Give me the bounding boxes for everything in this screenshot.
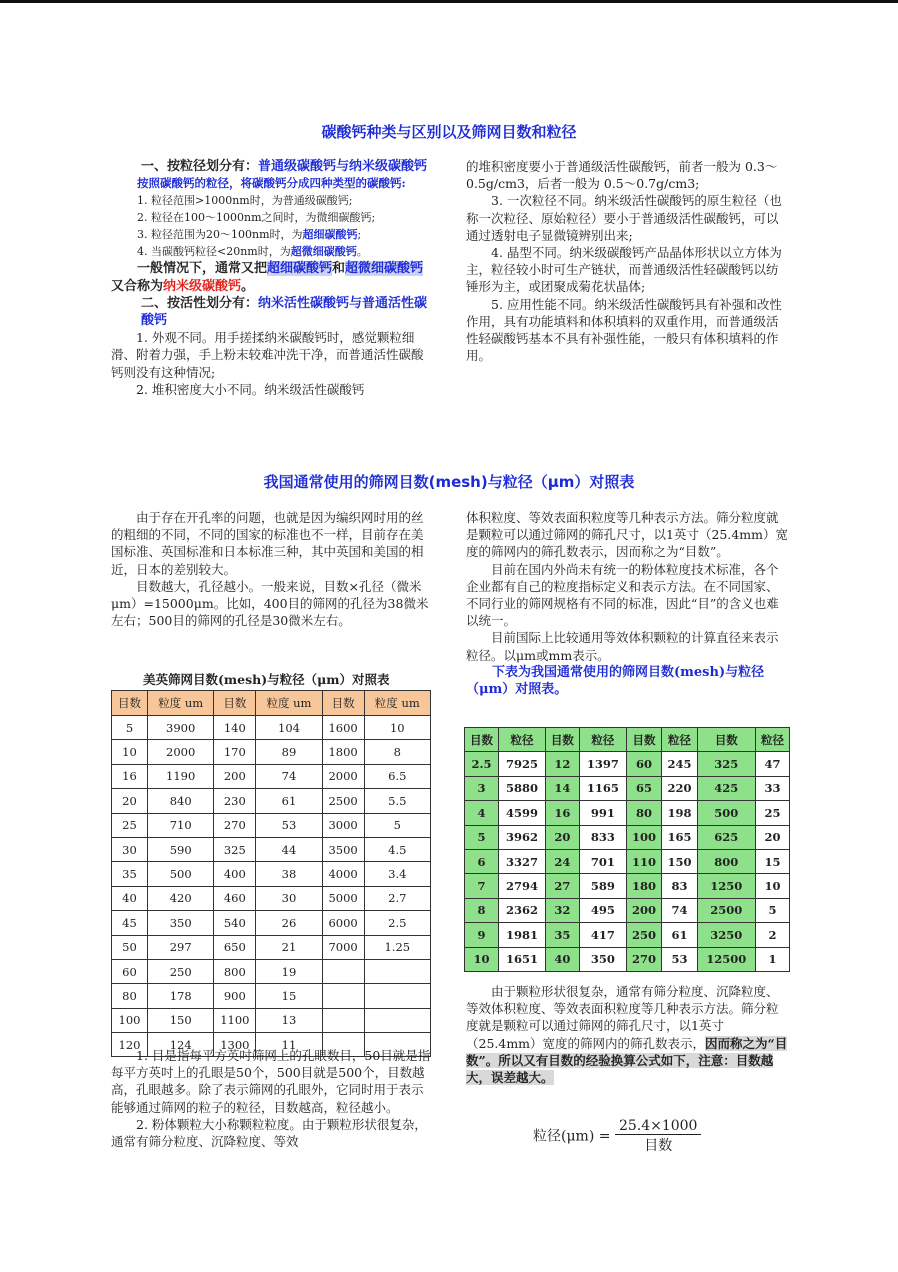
table-cell: 7925 [499, 752, 546, 776]
table-cell: 89 [256, 740, 322, 764]
table-cell: 800 [697, 849, 755, 873]
table-cell: 178 [147, 984, 213, 1008]
table-cell: 350 [147, 911, 213, 935]
table-cell: 460 [214, 886, 256, 910]
table-row [112, 886, 431, 910]
page-title: 碳酸钙种类与区别以及筛网目数和粒径 [321, 123, 577, 141]
table-cell: 5880 [499, 776, 546, 800]
table-cell: 1.25 [364, 935, 430, 959]
table-cell: 104 [256, 716, 322, 740]
table-cell: 30 [256, 886, 322, 910]
table-cell: 10 [364, 716, 430, 740]
table-cell [364, 959, 430, 983]
international-practice: 目前国际上比较通用等效体积颗粒的计算直径来表示粒径。以μm或mm表示。 [466, 630, 779, 663]
table-cell: 325 [697, 752, 755, 776]
table-cell: 417 [579, 923, 626, 947]
density-continued: 的堆积密度要小于普通级活性碳酸钙，前者一般为 0.3～0.5g/cm3，后者一般为 0.5～0.7g/cm3; [466, 159, 778, 192]
table-cell: 6 [465, 849, 499, 873]
table-cell: 625 [697, 825, 755, 849]
table-cell: 80 [626, 801, 661, 825]
table-cell: 140 [214, 716, 256, 740]
formula-left: 粒径(μm) = [533, 1128, 611, 1145]
table-cell: 420 [147, 886, 213, 910]
table-row [112, 959, 431, 983]
table1-header-cell: 目数 [214, 691, 256, 716]
table-cell: 350 [579, 947, 626, 971]
table-cell: 1600 [322, 716, 364, 740]
table-cell [364, 1008, 430, 1032]
table-row [465, 898, 790, 922]
table-cell: 4.5 [364, 837, 430, 861]
table-cell: 9 [465, 923, 499, 947]
general-note: 一般情况下，通常又把超细碳酸钙和超微细碳酸钙又合称为纳米级碳酸钙。 [111, 261, 424, 294]
table-cell: 7000 [322, 935, 364, 959]
size-item-4: 4. 当碳酸钙粒径<20nm时，为超微细碳酸钙。 [137, 245, 368, 259]
table-cell: 53 [256, 813, 322, 837]
table-cell: 495 [579, 898, 626, 922]
table-cell: 3.4 [364, 862, 430, 886]
table-row [465, 825, 790, 849]
table-cell: 2794 [499, 874, 546, 898]
table-row [112, 1008, 431, 1032]
table-cell: 710 [147, 813, 213, 837]
table-row [112, 862, 431, 886]
table-cell: 110 [626, 849, 661, 873]
table-cell: 220 [662, 776, 697, 800]
formula-numerator: 25.4×1000 [615, 1118, 702, 1135]
table-cell: 500 [147, 862, 213, 886]
table1-header-cell: 目数 [322, 691, 364, 716]
table-cell: 2500 [322, 789, 364, 813]
table-cell: 100 [626, 825, 661, 849]
table-cell: 45 [112, 911, 148, 935]
table-cell: 53 [662, 947, 697, 971]
table-cell: 4 [465, 801, 499, 825]
table-cell: 8 [465, 898, 499, 922]
table-cell: 1300 [214, 1033, 256, 1057]
table-cell: 170 [214, 740, 256, 764]
table-cell: 120 [112, 1033, 148, 1057]
table-cell: 16 [545, 801, 579, 825]
table-row [112, 935, 431, 959]
table-row [465, 947, 790, 971]
table-cell: 1 [755, 947, 789, 971]
table-cell: 2 [755, 923, 789, 947]
table-cell: 4599 [499, 801, 546, 825]
table-row [112, 740, 431, 764]
table-cell: 30 [112, 837, 148, 861]
table-cell: 2.7 [364, 886, 430, 910]
table-cell: 21 [256, 935, 322, 959]
size-item-3: 3. 粒径范围为20～100nm时，为超细碳酸钙; [137, 228, 362, 242]
table-cell: 701 [579, 849, 626, 873]
table-cell: 12500 [697, 947, 755, 971]
table-cell: 5 [112, 716, 148, 740]
table-cell: 1250 [697, 874, 755, 898]
size-item-2: 2. 粒径在100～1000nm之间时，为微细碳酸钙; [137, 211, 376, 225]
table-cell: 38 [256, 862, 322, 886]
table-cell: 540 [214, 911, 256, 935]
table-cell: 198 [662, 801, 697, 825]
table-cell: 991 [579, 801, 626, 825]
table-cell [322, 1008, 364, 1032]
table2-header-cell: 目数 [626, 728, 661, 752]
table1-header-cell: 目数 [112, 691, 148, 716]
table-cell: 325 [214, 837, 256, 861]
table-cell: 5000 [322, 886, 364, 910]
section2-left-column [111, 509, 433, 629]
table-cell: 3962 [499, 825, 546, 849]
table-cell: 2.5 [364, 911, 430, 935]
table-cell: 74 [662, 898, 697, 922]
table-cell: 50 [112, 935, 148, 959]
table-cell: 3250 [697, 923, 755, 947]
table-cell: 27 [545, 874, 579, 898]
table-cell: 5 [465, 825, 499, 849]
formula-fraction [615, 1118, 702, 1155]
section1-left-column [111, 158, 433, 398]
table-row [465, 801, 790, 825]
table-cell: 1100 [214, 1008, 256, 1032]
table-cell: 25 [112, 813, 148, 837]
table-cell: 840 [147, 789, 213, 813]
table-cell: 250 [147, 959, 213, 983]
table-cell: 35 [545, 923, 579, 947]
table2-header-cell: 目数 [697, 728, 755, 752]
table-cell: 61 [662, 923, 697, 947]
table-cell: 833 [579, 825, 626, 849]
table1-header-cell: 粒度 um [147, 691, 213, 716]
table-cell: 200 [626, 898, 661, 922]
table-cell: 65 [626, 776, 661, 800]
mesh-intro: 由于存在开孔率的问题，也就是因为编织网时用的丝的粗细的不同，不同的国家的标准也不一样，目前存在美国标准、英国标准和日本标准三种，其中英国和美国的相近，日本的差别较大。 [111, 510, 424, 577]
table-cell: 10 [112, 740, 148, 764]
table-cell: 589 [579, 874, 626, 898]
table2-header-cell: 粒径 [755, 728, 789, 752]
table-cell: 7 [465, 874, 499, 898]
table-cell: 3500 [322, 837, 364, 861]
table-cell: 150 [147, 1008, 213, 1032]
top-rule [0, 0, 898, 3]
table-cell: 5 [364, 813, 430, 837]
table-row [112, 984, 431, 1008]
table-cell: 10 [755, 874, 789, 898]
table-row [112, 837, 431, 861]
table-cell: 2000 [322, 764, 364, 788]
activity-point-2: 2. 堆积密度大小不同。纳米级活性碳酸钙 [136, 381, 365, 397]
table-cell: 900 [214, 984, 256, 1008]
table-cell: 400 [214, 862, 256, 886]
table-cell: 230 [214, 789, 256, 813]
table-row [112, 911, 431, 935]
section2-right-bottom [466, 983, 788, 1086]
table-row [465, 874, 790, 898]
table-cell: 60 [626, 752, 661, 776]
table2-header-cell: 目数 [465, 728, 499, 752]
mesh-definition: 1. 目是指每平方英吋筛网上的孔眼数目，50目就是指每平方英吋上的孔眼是50个，500目就是500个，目数越高，孔眼越多。除了表示筛网的孔眼外，它同时用于表示能够通过筛网的粒子的粒径，目数越高，粒径越小。 [111, 1048, 431, 1115]
table-cell: 40 [112, 886, 148, 910]
activity-point-1: 1. 外观不同。用手搓揉纳米碳酸钙时，感觉颗粒细滑、附着力强，手上粉末较难冲洗干净，而普通活性碳酸钙则没有这种情况; [111, 330, 424, 380]
table-cell: 100 [112, 1008, 148, 1032]
table-cell [322, 959, 364, 983]
table-cell: 3900 [147, 716, 213, 740]
table-cell: 6000 [322, 911, 364, 935]
activity-point-3: 3. 一次粒径不同。纳米级活性碳酸钙的原生粒径（也称一次粒径、原始粒径）要小于普通级活性碳酸钙，可以通过透射电子显微镜辨别出来; [466, 193, 782, 243]
table-cell: 1651 [499, 947, 546, 971]
size-item-1: 1. 粒径范围>1000nm时，为普通级碳酸钙; [137, 194, 353, 208]
table-cell: 3327 [499, 849, 546, 873]
section2-right-column [466, 509, 788, 698]
table1-header-row [112, 691, 431, 716]
table-cell: 16 [112, 764, 148, 788]
table-row [112, 764, 431, 788]
table-cell: 60 [112, 959, 148, 983]
section2-title: 我国通常使用的筛网目数(mesh)与粒径（μm）对照表 [263, 473, 635, 491]
table-row [465, 752, 790, 776]
table-cell: 200 [214, 764, 256, 788]
table-cell: 35 [112, 862, 148, 886]
activity-point-5: 5. 应用性能不同。纳米级活性碳酸钙具有补强和改性作用，具有功能填料和体积填料的双重作用，而普通级活性轻碳酸钙基本不具有补强性能，一般只有体积填料的作用。 [466, 296, 782, 364]
table-cell: 25 [755, 801, 789, 825]
conversion-formula [533, 1118, 701, 1155]
heading-by-size: 一、按粒径划分有：普通级碳酸钙与纳米级碳酸钙 [141, 159, 428, 174]
table-cell: 40 [545, 947, 579, 971]
table-cell: 20 [112, 789, 148, 813]
table-row [465, 849, 790, 873]
table-cell: 83 [662, 874, 697, 898]
table2-header-cell: 粒径 [579, 728, 626, 752]
table-row [112, 716, 431, 740]
table-cell: 124 [147, 1033, 213, 1057]
table-cell [322, 984, 364, 1008]
table-cell: 297 [147, 935, 213, 959]
table-cell: 24 [545, 849, 579, 873]
table-cell: 3000 [322, 813, 364, 837]
table-cell: 800 [214, 959, 256, 983]
table-cell: 2000 [147, 740, 213, 764]
table-row [465, 776, 790, 800]
table-cell: 26 [256, 911, 322, 935]
table-cell: 250 [626, 923, 661, 947]
table-cell: 2500 [697, 898, 755, 922]
table-cell: 20 [545, 825, 579, 849]
table-cell: 80 [112, 984, 148, 1008]
table2-header-cell: 目数 [545, 728, 579, 752]
table1-header-cell: 粒度 um [364, 691, 430, 716]
table-row [112, 813, 431, 837]
table-cell: 47 [755, 752, 789, 776]
table-cell [364, 984, 430, 1008]
table-cell: 2.5 [465, 752, 499, 776]
table-cell: 270 [214, 813, 256, 837]
table-cell: 590 [147, 837, 213, 861]
table2-header-cell: 粒径 [499, 728, 546, 752]
table-cell: 14 [545, 776, 579, 800]
table-cell: 44 [256, 837, 322, 861]
table-cell: 8 [364, 740, 430, 764]
table-cell: 4000 [322, 862, 364, 886]
table-cell: 270 [626, 947, 661, 971]
heading-by-activity: 二、按活性划分有：纳米活性碳酸钙与普通活性碳酸钙 [141, 295, 428, 329]
size-methods-continued: 体积粒度、等效表面积粒度等几种表示方法。筛分粒度就是颗粒可以通过筛网的筛孔尺寸，以1英寸（25.4mm）宽度的筛网内的筛孔数表示，因而称之为“目数”。 [466, 510, 788, 560]
table-row [465, 923, 790, 947]
table-cell: 1190 [147, 764, 213, 788]
table-cell: 1981 [499, 923, 546, 947]
table-cell: 33 [755, 776, 789, 800]
table-cell: 3 [465, 776, 499, 800]
formula-denominator: 目数 [644, 1138, 673, 1154]
size-subtitle: 按照碳酸钙的粒径，将碳酸钙分成四种类型的碳酸钙: [137, 176, 406, 191]
table-cell: 1397 [579, 752, 626, 776]
table-cell: 11 [256, 1033, 322, 1057]
us-uk-mesh-table [111, 690, 431, 1057]
table-cell: 500 [697, 801, 755, 825]
table-cell: 15 [755, 849, 789, 873]
table-cell: 20 [755, 825, 789, 849]
table-cell: 1800 [322, 740, 364, 764]
table-cell: 6.5 [364, 764, 430, 788]
table-cell: 1165 [579, 776, 626, 800]
activity-point-4: 4. 晶型不同。纳米级碳酸钙产品晶体形状以立方体为主，粒径较小时可生产链状，而普通级活性轻碳酸钙以纺锤形为主，或团聚成菊花状晶体; [466, 245, 782, 295]
table1-caption: 美英筛网目数(mesh)与粒径（μm）对照表 [143, 672, 390, 687]
table-cell: 2362 [499, 898, 546, 922]
table-cell: 425 [697, 776, 755, 800]
china-mesh-table [464, 727, 790, 972]
table-cell: 245 [662, 752, 697, 776]
table2-header-cell: 粒径 [662, 728, 697, 752]
table2-header-row [465, 728, 790, 752]
table-cell: 15 [256, 984, 322, 1008]
section2-left-bottom [111, 1047, 433, 1150]
mesh-rule: 目数越大，孔径越小。一般来说，目数×孔径（微米μm）=15000μm。比如，400目的筛网的孔径为38微米左右；500目的筛网的孔径是30微米左右。 [111, 578, 429, 629]
table-cell: 61 [256, 789, 322, 813]
table-cell: 32 [545, 898, 579, 922]
table-cell: 165 [662, 825, 697, 849]
table-row [112, 789, 431, 813]
table-cell: 150 [662, 849, 697, 873]
table-cell: 5.5 [364, 789, 430, 813]
no-unified-standard: 目前在国内外尚未有统一的粉体粒度技术标准，各个企业都有自己的粒度指标定义和表示方法。在不同国家、不同行业的筛网规格有不同的标准，因此“目”的含义也难以统一。 [466, 561, 779, 629]
table-cell: 180 [626, 874, 661, 898]
table-cell: 74 [256, 764, 322, 788]
table2-caption: 下表为我国通常使用的筛网目数(mesh)与粒径（μm）对照表。 [466, 664, 765, 698]
table-cell: 13 [256, 1008, 322, 1032]
table-cell: 10 [465, 947, 499, 971]
table-cell: 5 [755, 898, 789, 922]
table-cell: 12 [545, 752, 579, 776]
formula-intro: 由于颗粒形状很复杂，通常有筛分粒度、沉降粒度、等效体积粒度、等效表面积粒度等几种表示方法。筛分粒度就是颗粒可以通过筛网的筛孔尺寸，以1英寸（25.4mm）宽度的筛网内的筛孔数表示，因而称之为“目数”。所以又有目数的经验换算公式如下，注意：目数越大，误差越大。 [466, 984, 788, 1086]
table1-header-cell: 粒度 um [256, 691, 322, 716]
section1-right-column [466, 158, 788, 364]
table-cell: 19 [256, 959, 322, 983]
particle-size-note: 2. 粉体颗粒大小称颗粒粒度。由于颗粒形状很复杂，通常有筛分粒度、沉降粒度、等效 [111, 1116, 427, 1150]
table-cell: 650 [214, 935, 256, 959]
